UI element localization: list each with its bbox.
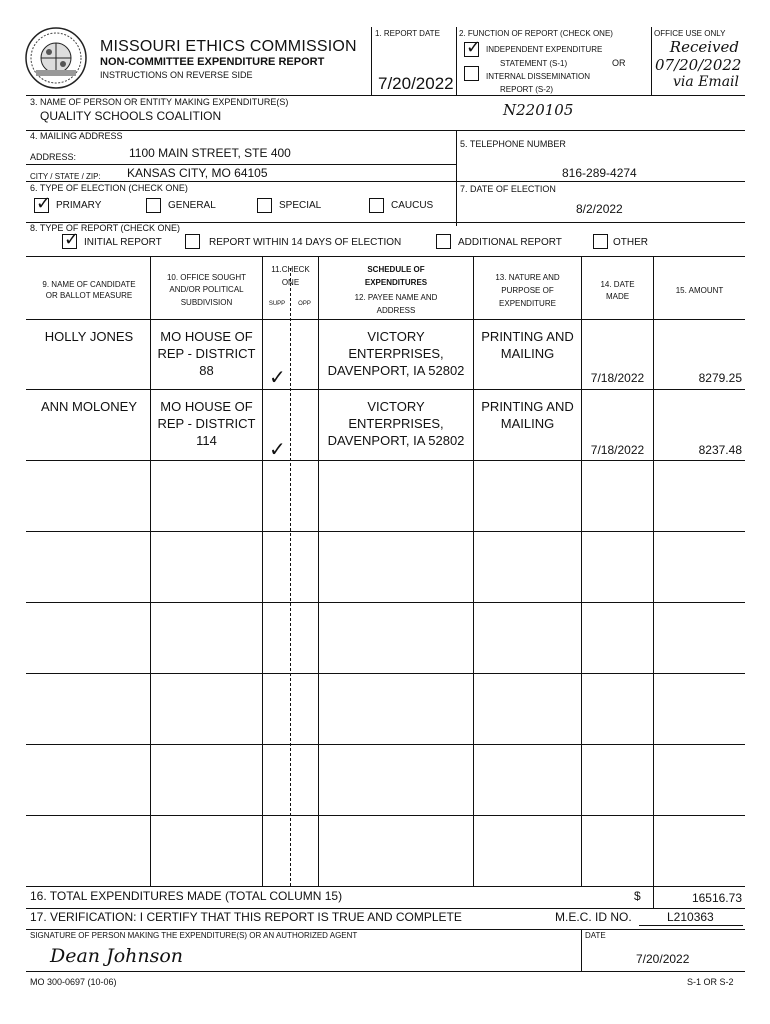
row2-support-check-icon: ✓ bbox=[269, 437, 286, 461]
col-date-header-2: MADE bbox=[605, 292, 630, 301]
col-supp-header: SUPP bbox=[268, 301, 286, 307]
mec-id-value: L210363 bbox=[667, 910, 714, 924]
col-purpose-header-3: EXPENDITURE bbox=[499, 299, 556, 308]
check-mark-icon: ✓ bbox=[64, 229, 80, 250]
instructions-note: INSTRUCTIONS ON REVERSE SIDE bbox=[100, 70, 253, 80]
election-date-value: 8/2/2022 bbox=[576, 202, 623, 216]
checkbox-primary[interactable] bbox=[34, 193, 52, 214]
checkbox-caucus[interactable] bbox=[369, 198, 384, 213]
col-payee-header-3: 12. PAYEE NAME AND bbox=[354, 293, 438, 302]
caucus-label: CAUCUS bbox=[391, 200, 434, 211]
function-label: 2. FUNCTION OF REPORT (CHECK ONE) bbox=[459, 29, 613, 38]
report-type-label: 8. TYPE OF REPORT (CHECK ONE) bbox=[30, 223, 181, 233]
row1-purpose-2: MAILING bbox=[500, 346, 555, 361]
received-stamp: Received bbox=[669, 38, 739, 56]
row1-office-1: MO HOUSE OF bbox=[160, 329, 253, 344]
row2-amount: 8237.48 bbox=[698, 443, 742, 457]
telephone-value: 816-289-4274 bbox=[562, 166, 637, 180]
row1-payee-2: ENTERPRISES, bbox=[348, 346, 444, 361]
checkbox-additional-report[interactable] bbox=[436, 234, 451, 249]
name-value: QUALITY SCHOOLS COALITION bbox=[40, 109, 222, 123]
report-title: NON-COMMITTEE EXPENDITURE REPORT bbox=[100, 56, 325, 68]
row1-payee-1: VICTORY bbox=[367, 329, 425, 344]
received-date: 07/20/2022 bbox=[655, 56, 742, 74]
name-label: 3. NAME OF PERSON OR ENTITY MAKING EXPENDITURE(S) bbox=[30, 97, 289, 107]
initial-report-label: INITIAL REPORT bbox=[84, 237, 162, 248]
row2-office-3: 114 bbox=[196, 433, 217, 448]
address-value: 1100 MAIN STREET, STE 400 bbox=[129, 146, 291, 160]
col-payee-header-2: EXPENDITURES bbox=[364, 278, 428, 287]
row2-date: 7/18/2022 bbox=[590, 443, 645, 457]
state-seal-icon bbox=[24, 26, 88, 90]
col-purpose-header-1: 13. NATURE AND bbox=[495, 273, 560, 282]
other-label: OTHER bbox=[613, 237, 648, 248]
col-candidate-header-1: 9. NAME OF CANDIDATE bbox=[42, 280, 136, 289]
row1-support-check-icon: ✓ bbox=[269, 365, 286, 389]
check-mark-icon: ✓ bbox=[36, 193, 52, 214]
general-label: GENERAL bbox=[168, 200, 216, 211]
commission-name: MISSOURI ETHICS COMMISSION bbox=[100, 38, 357, 55]
col-office-header-1: 10. OFFICE SOUGHT bbox=[166, 273, 247, 282]
telephone-label: 5. TELEPHONE NUMBER bbox=[460, 139, 566, 149]
function-option1b: STATEMENT (S-1) bbox=[500, 59, 568, 68]
function-option1: INDEPENDENT EXPENDITURE bbox=[486, 45, 603, 54]
row2-candidate: ANN MOLONEY bbox=[40, 399, 138, 414]
col-payee-header-1: SCHEDULE OF bbox=[367, 265, 425, 274]
check-mark-icon: ✓ bbox=[466, 37, 482, 58]
report-date-value: 7/20/2022 bbox=[378, 74, 454, 93]
city-label: CITY / STATE / ZIP: bbox=[30, 172, 101, 181]
checkbox-report-within-14-days[interactable] bbox=[185, 234, 200, 249]
col-check-header-2: ONE bbox=[281, 278, 300, 287]
checkbox-initial-report[interactable] bbox=[62, 229, 80, 250]
received-method: via Email bbox=[673, 74, 739, 90]
col-payee-header-4: ADDRESS bbox=[376, 306, 416, 315]
checkbox-independent-expenditure[interactable] bbox=[464, 37, 482, 58]
election-type-label: 6. TYPE OF ELECTION (CHECK ONE) bbox=[30, 183, 188, 193]
row2-purpose-1: PRINTING AND bbox=[481, 399, 574, 414]
additional-report-label: ADDITIONAL REPORT bbox=[458, 237, 562, 248]
mec-id-label: M.E.C. ID NO. bbox=[555, 910, 632, 924]
row1-amount: 8279.25 bbox=[698, 371, 742, 385]
row2-payee-2: ENTERPRISES, bbox=[348, 416, 444, 431]
col-office-header-3: SUBDIVISION bbox=[180, 298, 233, 307]
row1-payee-3: DAVENPORT, IA 52802 bbox=[327, 363, 465, 378]
row1-purpose-1: PRINTING AND bbox=[481, 329, 574, 344]
city-value: KANSAS CITY, MO 64105 bbox=[127, 166, 268, 180]
function-option2b: REPORT (S-2) bbox=[500, 85, 554, 94]
special-label: SPECIAL bbox=[279, 200, 322, 211]
row1-candidate: HOLLY JONES bbox=[44, 329, 134, 344]
date-label: DATE bbox=[585, 931, 606, 940]
checkbox-general[interactable] bbox=[146, 198, 161, 213]
row1-office-3: 88 bbox=[199, 363, 214, 378]
form-number: MO 300-0697 (10-06) bbox=[30, 977, 117, 987]
row1-date: 7/18/2022 bbox=[590, 371, 645, 385]
report-date-label: 1. REPORT DATE bbox=[375, 29, 440, 38]
col-check-header-1: 11.CHECK bbox=[271, 265, 310, 274]
row2-office-1: MO HOUSE OF bbox=[160, 399, 253, 414]
signature-date: 7/20/2022 bbox=[636, 952, 690, 966]
form-type: S-1 OR S-2 bbox=[687, 977, 734, 987]
within14-label: REPORT WITHIN 14 DAYS OF ELECTION bbox=[209, 237, 402, 248]
election-date-label: 7. DATE OF ELECTION bbox=[460, 184, 556, 194]
col-candidate-header-2: OR BALLOT MEASURE bbox=[45, 291, 133, 300]
checkbox-internal-dissemination[interactable] bbox=[464, 66, 479, 81]
col-amount-header: 15. AMOUNT bbox=[675, 286, 724, 295]
function-or: OR bbox=[612, 58, 626, 68]
row2-payee-1: VICTORY bbox=[367, 399, 425, 414]
col-purpose-header-2: PURPOSE OF bbox=[501, 286, 554, 295]
total-currency: $ bbox=[634, 889, 641, 903]
col-opp-header: OPP bbox=[298, 301, 311, 307]
mailing-address-label: 4. MAILING ADDRESS bbox=[30, 131, 123, 141]
checkbox-other[interactable] bbox=[593, 234, 608, 249]
signature-image: Dean Johnson bbox=[50, 945, 184, 967]
filing-stamp-number: N220105 bbox=[503, 101, 574, 119]
col-office-header-2: AND/OR POLITICAL bbox=[169, 285, 244, 294]
row1-office-2: REP - DISTRICT bbox=[157, 346, 256, 361]
signature-label: SIGNATURE OF PERSON MAKING THE EXPENDITURE(S) OR AN AUTHORIZED AGENT bbox=[30, 931, 358, 940]
total-value: 16516.73 bbox=[691, 891, 742, 905]
function-option2: INTERNAL DISSEMINATION bbox=[486, 72, 591, 81]
row2-office-2: REP - DISTRICT bbox=[157, 416, 256, 431]
primary-label: PRIMARY bbox=[56, 200, 102, 211]
checkbox-special[interactable] bbox=[257, 198, 272, 213]
office-use-label: OFFICE USE ONLY bbox=[654, 29, 726, 38]
verification-label: 17. VERIFICATION: I CERTIFY THAT THIS REPORT IS TRUE AND COMPLETE bbox=[30, 910, 462, 924]
row2-payee-3: DAVENPORT, IA 52802 bbox=[327, 433, 465, 448]
row2-purpose-2: MAILING bbox=[500, 416, 555, 431]
col-date-header-1: 14. DATE bbox=[600, 280, 635, 289]
address-label: ADDRESS: bbox=[30, 152, 77, 162]
total-label: 16. TOTAL EXPENDITURES MADE (TOTAL COLUMN 15) bbox=[30, 889, 343, 903]
